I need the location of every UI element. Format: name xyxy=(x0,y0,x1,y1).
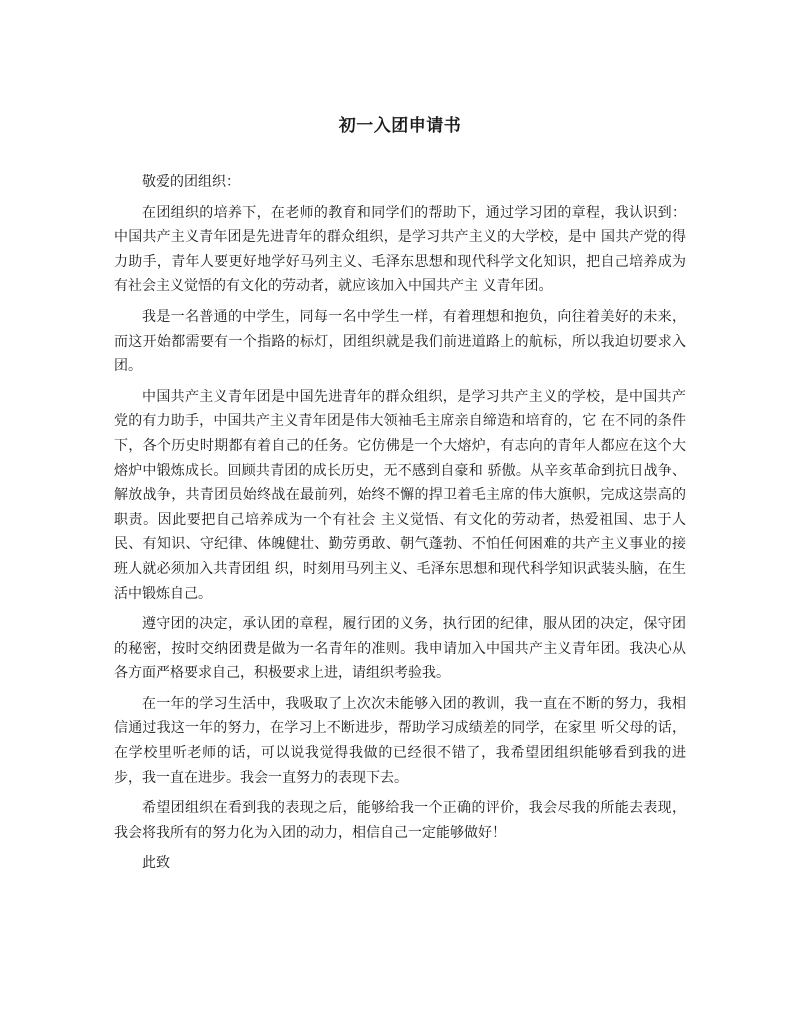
paragraph-5: 在一年的学习生活中，我吸取了上次次未能够入团的教训，我一直在不断的努力，我相信通过我这一年的努力，在学习上不断进步，帮助学习成绩差的同学，在家里 听父母的话，在学校里听老师的话，可以说我觉得我做的已经很不错了，我希望团组织能够看到我的进步，我一直在进步。我会一直努力的表现下去。 xyxy=(114,695,686,786)
paragraph-2: 我是一名普通的中学生，同每一名中学生一样，有着理想和抱负，向往着美好的未来，而这开始都需要有一个指路的标灯，团组织就是我们前进道路上的航标，所以我迫切要求入团。 xyxy=(114,308,686,375)
paragraph-3: 中国共产主义青年团是中国先进青年的群众组织，是学习共产主义的学校，是中国共产党的有力助手，中国共产主义青年团是伟大领袖毛主席亲自缔造和培育的，它 在不同的条件下，各个历史时期都有着自己的任务。它仿佛是一个大熔炉，有志向的青年人都应在这个大熔炉中锻炼成长。回顾共青团的成长历史，无不感到自豪和 骄傲。从辛亥革命到抗日战争、解放战争，共青团员始终战在最前列，始终不懈的捍卫着毛主席的伟大旗帜，完成这崇高的职责。因此要把自己培养成为一个有社会 主义觉悟、有文化的劳动者，热爱祖国、忠于人民、有知识、守纪律、体魄健壮、勤劳勇敢、朝气蓬勃、不怕任何困难的共产主义事业的接班人就必须加入共青团组 织，时刻用马列主义、毛泽东思想和现代科学知识武装头脑，在生活中锻炼自己。 xyxy=(114,388,686,602)
paragraph-4: 遵守团的决定，承认团的章程，履行团的义务，执行团的纪律，服从团的决定，保守团的秘密，按时交纳团费是做为一名青年的准则。我申请加入中国共产主义青年团。我决心从各方面严格要求自己，积极要求上进，请组织考验我。 xyxy=(114,616,686,682)
paragraph-6: 希望团组织在看到我的表现之后，能够给我一个正确的评价，我会尽我的所能去表现，我会将我所有的努力化为入团的动力，相信自己一定能够做好！ xyxy=(114,800,686,841)
paragraph-1: 在团组织的培养下，在老师的教育和同学们的帮助下，通过学习团的章程，我认识到：中国共产主义青年团是先进青年的群众组织，是学习共产主义的大学校，是中 国共产党的得力助手，青年人要更好地学好马列主义、毛泽东思想和现代科学文化知识，把自己培养成为有社会主义觉悟的有文化的劳动者，就应该加入中国共产主 义青年团。 xyxy=(114,204,686,295)
salutation: 敬爱的团组织： xyxy=(142,174,240,190)
document-title: 初一入团申请书 xyxy=(338,116,462,136)
document-page xyxy=(114,112,686,882)
closing: 此致 xyxy=(142,855,170,872)
